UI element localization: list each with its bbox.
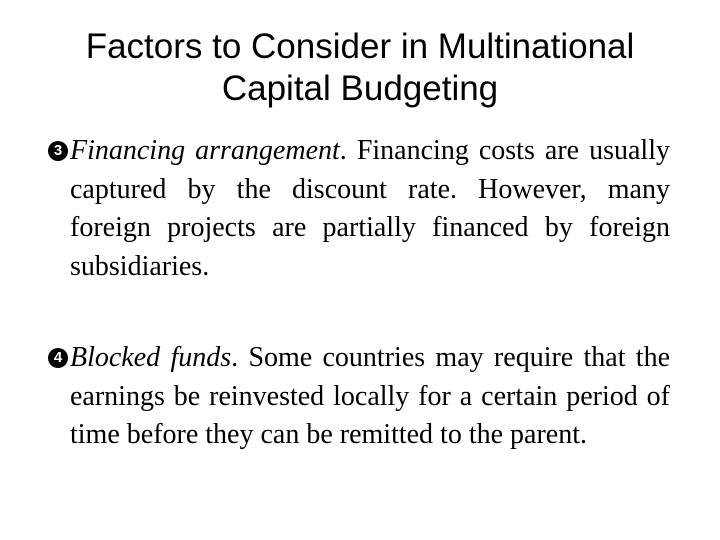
- bullet-term-punctuation: .: [231, 342, 239, 373]
- slide-title-line-2: Capital Budgeting: [221, 69, 499, 108]
- bullet-financing-arrangement: [48, 132, 670, 286]
- bullet-term: Financing arrangement: [70, 135, 340, 166]
- bullet-term-punctuation: .: [339, 135, 347, 166]
- bullet-blocked-funds: [48, 339, 670, 455]
- numbered-circle-4-icon: 4: [48, 348, 68, 368]
- bullet-body: Some countries may require that the earnings be reinvested locally for a certain period of time before they can be remitted to the parent.: [70, 342, 670, 450]
- bullet-text: [70, 132, 670, 286]
- slide-title: [20, 26, 700, 110]
- bullet-text: [70, 339, 670, 455]
- numbered-circle-3-icon: 3: [48, 141, 68, 161]
- bullet-term: Blocked funds: [70, 342, 232, 373]
- slide-title-line-1: Factors to Consider in Multinational: [85, 27, 635, 66]
- bullet-body: Financing costs are usually captured by the discount rate. However, many foreign projects are partially financed by foreign subsidiaries.: [70, 135, 670, 282]
